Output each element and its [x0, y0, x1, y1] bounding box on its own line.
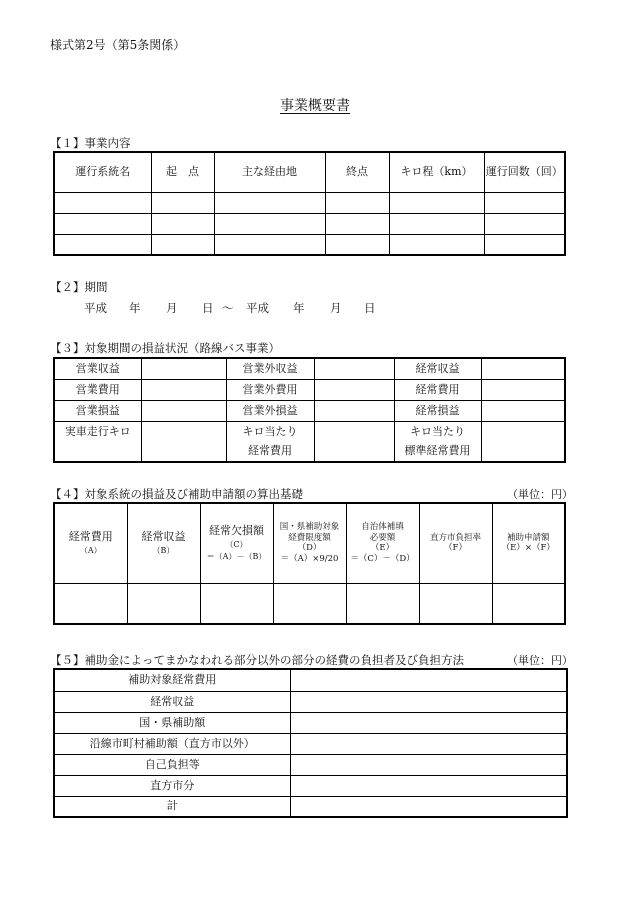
header-start: 起 点: [151, 152, 214, 192]
cell[interactable]: [151, 192, 214, 213]
cell[interactable]: [54, 213, 151, 234]
header-municipal-need: 自治体補填 必要額 （E） ＝（C）－（D）: [346, 503, 419, 583]
cell[interactable]: [54, 234, 151, 255]
period-end-year: 年: [293, 301, 305, 315]
period-end-month: 月: [330, 301, 342, 315]
header-distance: キロ程（km）: [389, 152, 484, 192]
cell[interactable]: [290, 712, 567, 733]
header-route-name: 運行系統名: [54, 152, 151, 192]
ord-revenue-label: 経常収益: [394, 358, 481, 379]
calc-table: [53, 502, 566, 625]
burden-label: 自己負担等: [54, 754, 290, 775]
cell[interactable]: [484, 234, 565, 255]
burden-total-label: 計: [54, 796, 290, 817]
nonop-revenue-label: 営業外収益: [226, 358, 314, 379]
burden-label: 直方市分: [54, 775, 290, 796]
section2-heading: 【２】期間: [50, 280, 108, 294]
header-ordinary-revenue: 経常収益 （B）: [127, 503, 200, 583]
section5-heading: 【５】補助金によってまかなわれる部分以外の部分の経費の負担者及び負担方法: [50, 653, 464, 667]
section4-heading: 【４】対象系統の損益及び補助申請額の算出基礎: [50, 487, 303, 501]
profit-loss-table: [53, 357, 566, 463]
header-deficit: 経常欠損額 （C） ＝（A）－（B）: [200, 503, 273, 583]
cell[interactable]: [325, 192, 389, 213]
section1-heading: 【１】事業内容: [50, 136, 131, 150]
header-application-amount: 補助申請額 （E）×（F）: [492, 503, 565, 583]
cell[interactable]: [389, 213, 484, 234]
cell[interactable]: [325, 234, 389, 255]
header-ordinary-expense: 経常費用 （A）: [54, 503, 127, 583]
section3-heading: 【３】対象期間の損益状況（路線バス事業）: [50, 341, 280, 355]
nonop-expense-label: 営業外費用: [226, 379, 314, 400]
burden-label: 沿線市町村補助額（直方市以外）: [54, 733, 290, 754]
period-end-era: 平成: [246, 301, 269, 315]
cell[interactable]: [141, 379, 226, 400]
cell[interactable]: [481, 358, 565, 379]
page-title: 事業概要書: [280, 98, 350, 114]
cell[interactable]: [314, 358, 394, 379]
section5-unit: （単位：円）: [507, 654, 573, 667]
actual-km-label: 実車走行キロ: [54, 421, 141, 462]
cell[interactable]: [54, 583, 127, 624]
cell[interactable]: [481, 421, 565, 462]
cell[interactable]: [214, 192, 325, 213]
cell[interactable]: [151, 213, 214, 234]
cell[interactable]: [492, 583, 565, 624]
cell[interactable]: [214, 213, 325, 234]
nonop-profit-label: 営業外損益: [226, 400, 314, 421]
burden-label: 国・県補助額: [54, 712, 290, 733]
cell[interactable]: [481, 379, 565, 400]
burden-label: 経常収益: [54, 691, 290, 712]
cell[interactable]: [314, 421, 394, 462]
route-header-row: [54, 152, 565, 192]
form-number: 様式第2号（第5条関係）: [50, 38, 186, 52]
cell[interactable]: [389, 234, 484, 255]
cell[interactable]: [141, 400, 226, 421]
op-profit-label: 営業損益: [54, 400, 141, 421]
burden-label: 補助対象経常費用: [54, 669, 290, 691]
cell[interactable]: [290, 733, 567, 754]
standard-cost-label: キロ当たり 標準経常費用: [394, 421, 481, 462]
route-table: [53, 151, 566, 256]
route-row: [54, 192, 565, 213]
header-trips: 運行回数（回）: [484, 152, 565, 192]
route-row: [54, 213, 565, 234]
cell[interactable]: [484, 192, 565, 213]
cell[interactable]: [314, 379, 394, 400]
cell[interactable]: [127, 583, 200, 624]
header-city-share-rate: 直方市負担率 （F）: [419, 503, 492, 583]
cell[interactable]: [346, 583, 419, 624]
cell[interactable]: [325, 213, 389, 234]
header-end: 終点: [325, 152, 389, 192]
cell[interactable]: [290, 754, 567, 775]
per-km-cost-label: キロ当たり 経常費用: [226, 421, 314, 462]
cell[interactable]: [481, 400, 565, 421]
calc-row: [54, 583, 565, 624]
ord-profit-label: 経常損益: [394, 400, 481, 421]
cell[interactable]: [419, 583, 492, 624]
ord-expense-label: 経常費用: [394, 379, 481, 400]
cell[interactable]: [151, 234, 214, 255]
cell[interactable]: [141, 421, 226, 462]
cell[interactable]: [290, 775, 567, 796]
cell[interactable]: [273, 583, 346, 624]
header-subsidy-limit: 国・県補助対象 経費限度額 （D） ＝（A）×9/20: [273, 503, 346, 583]
cell[interactable]: [54, 192, 151, 213]
period-start-day: 日: [202, 301, 214, 315]
cell[interactable]: [200, 583, 273, 624]
cell[interactable]: [290, 669, 567, 691]
cell[interactable]: [290, 691, 567, 712]
cell[interactable]: [484, 213, 565, 234]
cell[interactable]: [141, 358, 226, 379]
header-via: 主な経由地: [214, 152, 325, 192]
period-start-month: 月: [166, 301, 178, 315]
cell[interactable]: [290, 796, 567, 817]
cell[interactable]: [314, 400, 394, 421]
cell[interactable]: [214, 234, 325, 255]
cell[interactable]: [389, 192, 484, 213]
period-end-day: 日: [364, 301, 376, 315]
op-revenue-label: 営業収益: [54, 358, 141, 379]
op-expense-label: 営業費用: [54, 379, 141, 400]
period-start-year: 年: [129, 301, 141, 315]
section4-unit: （単位：円）: [507, 488, 573, 501]
route-row: [54, 234, 565, 255]
burden-table: [53, 668, 568, 818]
period-tilde: 〜: [222, 301, 234, 315]
period-start-era: 平成: [84, 301, 107, 315]
